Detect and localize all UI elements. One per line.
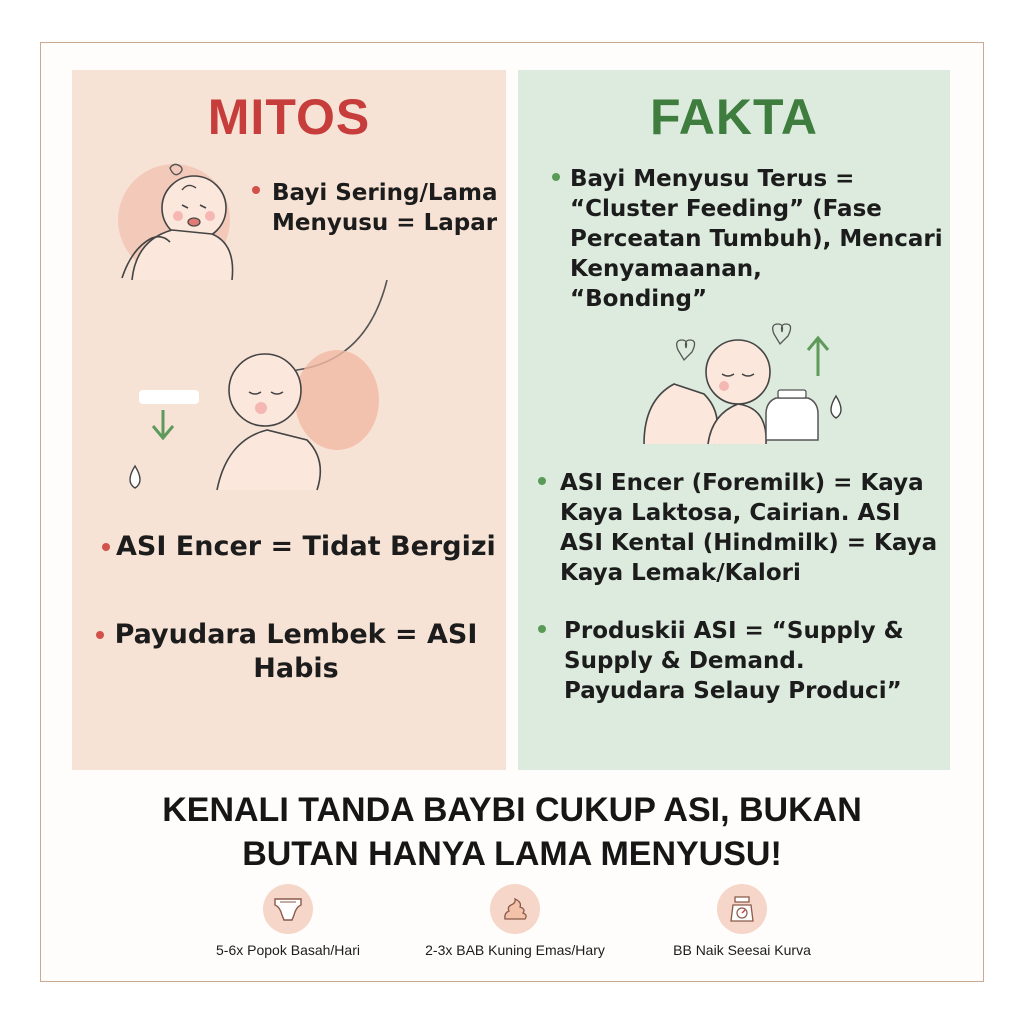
mitos-panel [72, 70, 506, 770]
fakta-title: FAKTA [650, 89, 818, 145]
bullet-dot [96, 631, 104, 639]
bullet-dot [552, 173, 560, 181]
sign-label: 2-3x BAB Kuning Emas/Hary [425, 942, 605, 958]
mitos-item-2 [102, 530, 496, 564]
sign-label: BB Naik Seesai Kurva [673, 942, 811, 958]
diaper-icon [263, 884, 313, 934]
mitos-item-3 [96, 618, 496, 686]
mitos-item-3-text: Payudara Lembek = ASI Habis [114, 619, 478, 684]
fakta-item-2 [538, 468, 937, 588]
bullet-dot [538, 625, 546, 633]
fakta-item-1 [552, 164, 943, 314]
mitos-title: MITOS [207, 89, 371, 145]
headline: KENALI TANDA BAYBI CUKUP ASI, BUKAN BUTAN HANYA LAMA MENYUSU! [162, 791, 862, 873]
stool-icon [490, 884, 540, 934]
fakta-item-1-text: Bayi Menyusu Terus = “Cluster Feeding” (Fase Perceatan Tumbuh), Mencari Kenyamaanan, “Bonding” [570, 166, 943, 312]
scale-icon [717, 884, 767, 934]
sign-weight [612, 884, 872, 958]
bullet-dot [102, 543, 110, 551]
crying-baby-illustration [112, 150, 262, 280]
mitos-item-1 [260, 178, 498, 238]
fakta-item-3-text: Produskii ASI = “Supply & Supply & Demand. Payudara Selauy Producі” [564, 618, 904, 704]
bullet-dot [252, 186, 260, 194]
fakta-item-2-text: ASI Encer (Foremilk) = Kaya Kaya Laktosa, Cairian. ASI ASI Kental (Hindmilk) = Kaya Kaya Lemak/Kalori [560, 470, 938, 586]
bullet-dot [538, 477, 546, 485]
mitos-item-2-text: ASI Encer = Tidat Bergizi [116, 531, 496, 562]
sign-wet-diapers [158, 884, 418, 958]
sign-label: 5-6x Popok Basah/Hari [216, 942, 360, 958]
sign-stool [385, 884, 645, 958]
fakta-item-3 [538, 616, 904, 706]
fakta-panel [518, 70, 950, 770]
content-baby-illustration [638, 320, 858, 445]
mitos-item-1-text: Bayi Sering/Lama Menyusu = Lapar [272, 180, 498, 236]
breastfeeding-illustration [117, 280, 417, 500]
